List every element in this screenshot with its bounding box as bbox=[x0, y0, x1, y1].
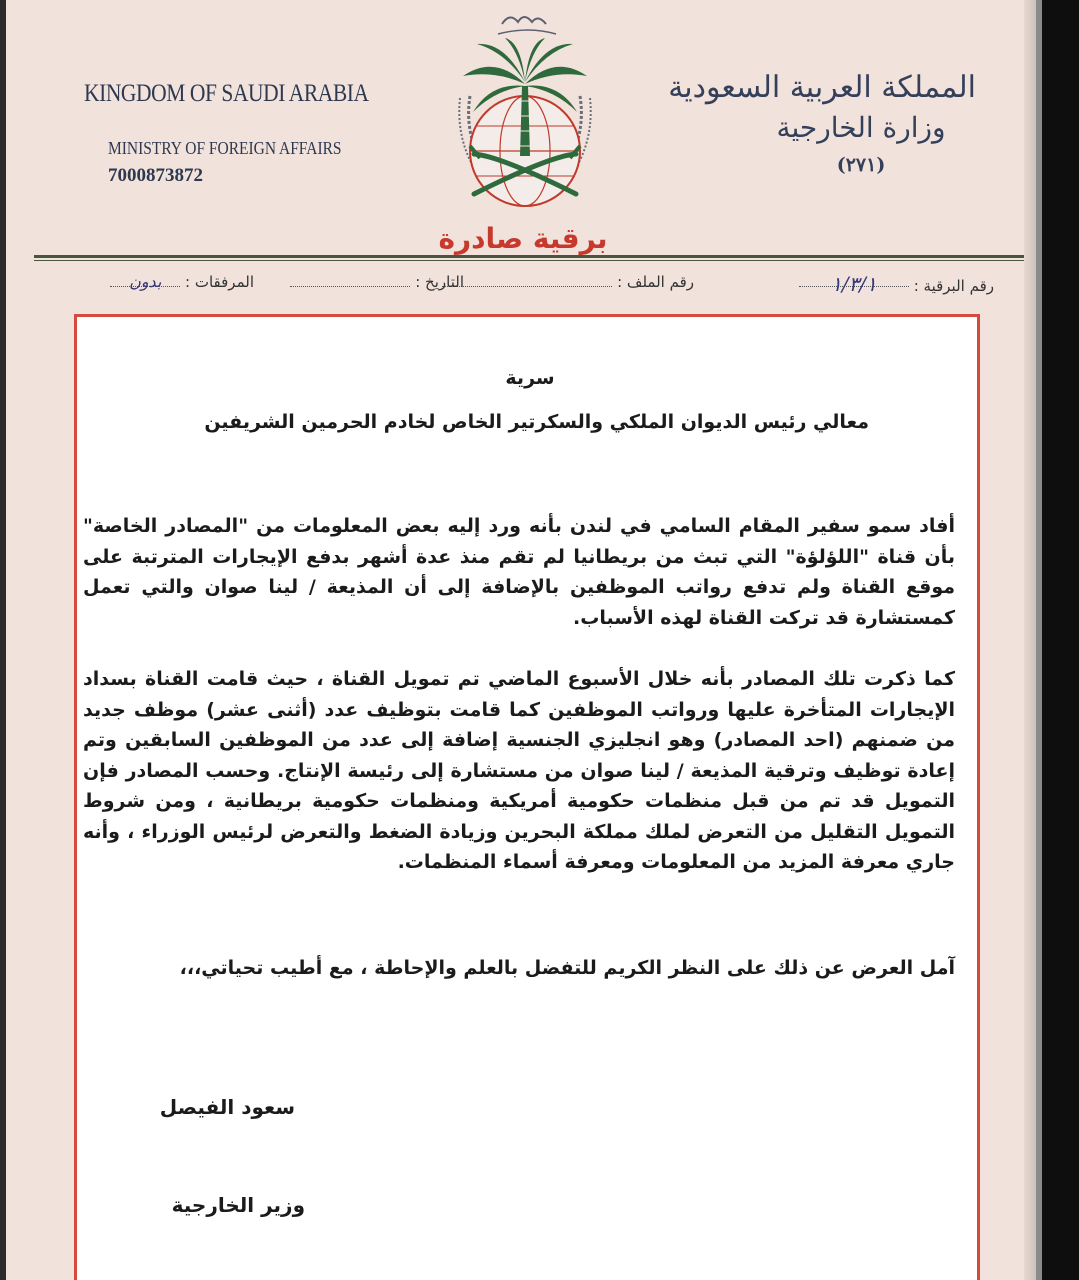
reference-code: 7000873872 bbox=[108, 165, 203, 186]
signatory-name: سعود الفيصل bbox=[159, 1095, 295, 1119]
saudi-emblem-icon bbox=[430, 6, 620, 221]
document-type-title: برقية صادرة bbox=[438, 222, 608, 255]
header-divider-thin bbox=[34, 260, 1036, 261]
body-paragraph-1: أفاد سمو سفير المقام السامي في لندن بأنه ورد إليه بعض المعلومات من "المصادر الخاصة" بأن قناة "اللؤلؤة" التي تبث من بريطانيا لم تقم منذ عدة أشهر بدفع الإيجارات المترتبة على موقع القناة ولم تدفع رواتب الموظفين بالإضافة إلى أن المذيعة / لينا صوان والتي تعمل كمستشارة قد تركت القناة لهذه الأسباب. bbox=[83, 515, 955, 629]
attachments-value: بدون bbox=[129, 272, 162, 291]
telegram-number-label: رقم البرقية : bbox=[913, 277, 994, 295]
english-ministry-name: MINISTRY OF FOREIGN AFFAIRS bbox=[108, 138, 342, 158]
date-field bbox=[290, 272, 464, 291]
signatory-title: وزير الخارجية bbox=[171, 1193, 305, 1217]
english-kingdom-name: KINGDOM OF SAUDI ARABIA bbox=[84, 80, 369, 107]
file-number-field bbox=[442, 272, 694, 291]
arabic-letterhead bbox=[668, 70, 976, 176]
letter-body-frame bbox=[74, 314, 980, 1280]
telegram-serial-number: (٢٧١) bbox=[836, 154, 886, 176]
arabic-ministry-name: وزارة الخارجية bbox=[776, 111, 946, 144]
body-paragraph-3: آمل العرض عن ذلك على النظر الكريم للتفضل بالعلم والإحاطة ، مع أطيب تحياتي،،، bbox=[179, 957, 955, 979]
arabic-kingdom-name: المملكة العربية السعودية bbox=[668, 70, 976, 105]
addressee-line: معالي رئيس الديوان الملكي والسكرتير الخاص لخادم الحرمين الشريفين bbox=[204, 411, 869, 433]
telegram-number-value: ١/٣/١ bbox=[831, 272, 877, 296]
scan-right-edge bbox=[1036, 0, 1079, 1280]
date-label: التاريخ : bbox=[415, 273, 464, 291]
document-page bbox=[6, 0, 1036, 1280]
page-fold-shadow bbox=[1024, 0, 1036, 1280]
attachments-label: المرفقات : bbox=[185, 273, 254, 291]
header-divider bbox=[34, 255, 1036, 258]
telegram-fields-row bbox=[64, 272, 994, 302]
body-paragraph-2: كما ذكرت تلك المصادر بأنه خلال الأسبوع الماضي تم تمويل القناة ، حيث قامت القناة بسداد الإيجارات المتأخرة عليها ورواتب الموظفين كما قامت بتوظيف عدد (أثنى عشر) موظف جديد من ضمنهم (احد المصادر) وهو انجليزي الجنسية إضافة إلى عدد من الموظفين السابقين وتم إعادة توظيف وترقية المذيعة / لينا صوان من مستشارة إلى رئيسة الإنتاج. وحسب المصادر فإن التمويل قد تم من قبل منظمات حكومية أمريكية ومنظمات حكومية بريطانية ، ومن شروط التمويل التقليل من التعرض لملك مملكة البحرين وزيادة الضغط والتعرض لرئيس الوزراء ، وأنه جاري معرفة المزيد من المعلومات ومعرفة أسماء المنظمات. bbox=[83, 668, 955, 873]
attachments-field bbox=[110, 272, 254, 291]
telegram-number-field bbox=[799, 272, 994, 295]
classification-label: سرية bbox=[505, 367, 555, 389]
file-number-label: رقم الملف : bbox=[617, 273, 694, 291]
english-letterhead bbox=[84, 80, 369, 187]
